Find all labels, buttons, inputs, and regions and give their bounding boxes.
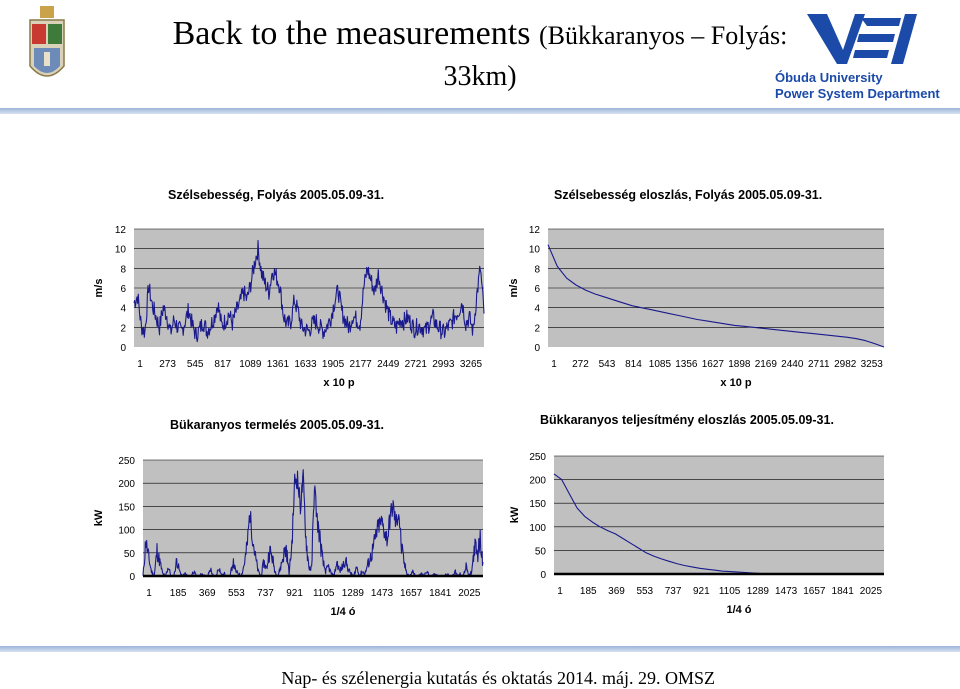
power-distribution-chart bbox=[506, 410, 906, 625]
power-production-chart bbox=[86, 412, 506, 627]
x-tick-label: 1473 bbox=[370, 588, 394, 599]
y-tick-label: 50 bbox=[534, 546, 546, 558]
x-tick-label: 1105 bbox=[312, 588, 335, 599]
header-divider bbox=[0, 108, 960, 114]
x-tick-label: 1898 bbox=[728, 359, 751, 370]
y-tick-label: 2 bbox=[120, 323, 126, 335]
x-tick-label: 737 bbox=[257, 588, 274, 599]
x-tick-label: 1657 bbox=[399, 588, 423, 599]
x-tick-label: 2025 bbox=[458, 588, 481, 599]
y-tick-label: 100 bbox=[529, 522, 546, 534]
y-tick-label: 10 bbox=[114, 244, 126, 256]
x-tick-label: 2721 bbox=[404, 359, 427, 370]
x-tick-label: 817 bbox=[214, 359, 232, 370]
logo-university-name: Óbuda University bbox=[775, 70, 883, 85]
x-tick-label: 1089 bbox=[239, 359, 262, 370]
wind-speed-chart bbox=[86, 183, 506, 393]
x-tick-label: 2982 bbox=[834, 359, 857, 370]
logo-department-name: Power System Department bbox=[775, 86, 940, 101]
x-axis-label: 1/4 ó bbox=[330, 606, 356, 618]
y-tick-label: 100 bbox=[118, 525, 135, 537]
x-tick-label: 2177 bbox=[349, 359, 372, 370]
y-tick-label: 6 bbox=[120, 284, 126, 295]
y-tick-label: 0 bbox=[540, 570, 546, 581]
y-tick-label: 200 bbox=[529, 475, 546, 487]
y-tick-label: 0 bbox=[120, 343, 126, 354]
university-crest-icon bbox=[22, 2, 72, 90]
x-tick-label: 921 bbox=[692, 586, 710, 597]
y-axis-label: m/s bbox=[508, 278, 520, 298]
x-tick-label: 1 bbox=[551, 359, 557, 370]
x-tick-label: 1289 bbox=[341, 588, 364, 599]
title-line2: 33km) bbox=[443, 61, 517, 92]
x-tick-label: 2711 bbox=[808, 359, 830, 370]
x-axis-label: x 10 p bbox=[323, 377, 355, 389]
chart-title: Bükaranyos termelés 2005.05.09-31. bbox=[170, 418, 385, 432]
x-tick-label: 737 bbox=[664, 586, 682, 597]
title-sub: (Bükkaranyos – Folyás: bbox=[538, 21, 788, 50]
y-axis-label: m/s bbox=[93, 278, 105, 298]
y-tick-label: 150 bbox=[529, 499, 546, 511]
x-tick-label: 1841 bbox=[831, 586, 854, 597]
x-tick-label: 814 bbox=[625, 359, 642, 370]
x-tick-label: 553 bbox=[636, 586, 654, 597]
x-tick-label: 1 bbox=[137, 359, 143, 370]
x-tick-label: 369 bbox=[608, 586, 625, 597]
y-tick-label: 4 bbox=[120, 303, 126, 315]
y-tick-label: 0 bbox=[534, 343, 540, 354]
y-tick-label: 4 bbox=[534, 303, 540, 315]
x-tick-label: 1841 bbox=[429, 588, 452, 599]
x-tick-label: 921 bbox=[286, 588, 303, 599]
x-tick-label: 2025 bbox=[859, 586, 883, 597]
footer-divider bbox=[0, 646, 960, 652]
x-axis-label: x 10 p bbox=[720, 377, 752, 389]
y-tick-label: 12 bbox=[528, 225, 540, 236]
x-axis-label: 1/4 ó bbox=[726, 604, 752, 616]
y-tick-label: 200 bbox=[118, 479, 135, 491]
chart-title: Bükkaranyos teljesítmény eloszlás 2005.05.09-31. bbox=[540, 413, 834, 427]
wind-speed-distribution-chart bbox=[506, 183, 906, 393]
y-tick-label: 150 bbox=[118, 502, 135, 514]
y-tick-label: 50 bbox=[123, 548, 135, 560]
obuda-university-logo bbox=[775, 12, 950, 107]
y-tick-label: 250 bbox=[118, 456, 135, 467]
x-tick-label: 272 bbox=[572, 359, 589, 370]
x-tick-label: 1 bbox=[146, 588, 152, 599]
y-tick-label: 8 bbox=[534, 264, 540, 276]
x-tick-label: 369 bbox=[198, 588, 216, 599]
x-tick-label: 1627 bbox=[701, 359, 724, 370]
x-tick-label: 3265 bbox=[459, 359, 483, 370]
x-tick-label: 1633 bbox=[294, 359, 317, 370]
x-tick-label: 185 bbox=[169, 588, 187, 599]
x-tick-label: 553 bbox=[228, 588, 245, 599]
x-tick-label: 1905 bbox=[321, 359, 345, 370]
x-tick-label: 1657 bbox=[803, 586, 826, 597]
x-tick-label: 3253 bbox=[860, 359, 883, 370]
y-tick-label: 12 bbox=[114, 225, 126, 236]
x-tick-label: 185 bbox=[579, 586, 597, 597]
x-tick-label: 1289 bbox=[746, 586, 769, 597]
x-tick-label: 2449 bbox=[377, 359, 400, 370]
x-tick-label: 543 bbox=[598, 359, 616, 370]
y-tick-label: 2 bbox=[534, 323, 540, 335]
x-tick-label: 273 bbox=[159, 359, 176, 370]
y-tick-label: 250 bbox=[529, 452, 546, 463]
y-tick-label: 0 bbox=[129, 572, 135, 583]
y-tick-label: 10 bbox=[528, 244, 540, 256]
title-main: Back to the measurements bbox=[172, 15, 531, 52]
x-tick-label: 545 bbox=[186, 359, 204, 370]
x-tick-label: 1105 bbox=[718, 586, 741, 597]
x-tick-label: 1473 bbox=[774, 586, 798, 597]
x-tick-label: 2440 bbox=[781, 359, 804, 370]
y-tick-label: 6 bbox=[534, 284, 540, 295]
chart-title: Szélsebesség, Folyás 2005.05.09-31. bbox=[168, 188, 385, 202]
chart-title: Szélsebesség eloszlás, Folyás 2005.05.09-31. bbox=[554, 188, 823, 202]
x-tick-label: 1361 bbox=[266, 359, 290, 370]
y-axis-label: kW bbox=[509, 506, 521, 524]
x-tick-label: 1 bbox=[557, 586, 563, 597]
y-axis-label: kW bbox=[93, 509, 105, 527]
x-tick-label: 2993 bbox=[432, 359, 455, 370]
y-tick-label: 8 bbox=[120, 264, 126, 276]
plot-area bbox=[554, 456, 884, 574]
x-tick-label: 1085 bbox=[648, 359, 672, 370]
footer-text: Nap- és szélenergia kutatás és oktatás 2014. máj. 29. OMSZ bbox=[281, 668, 715, 688]
x-tick-label: 1356 bbox=[675, 359, 698, 370]
x-tick-label: 2169 bbox=[754, 359, 777, 370]
